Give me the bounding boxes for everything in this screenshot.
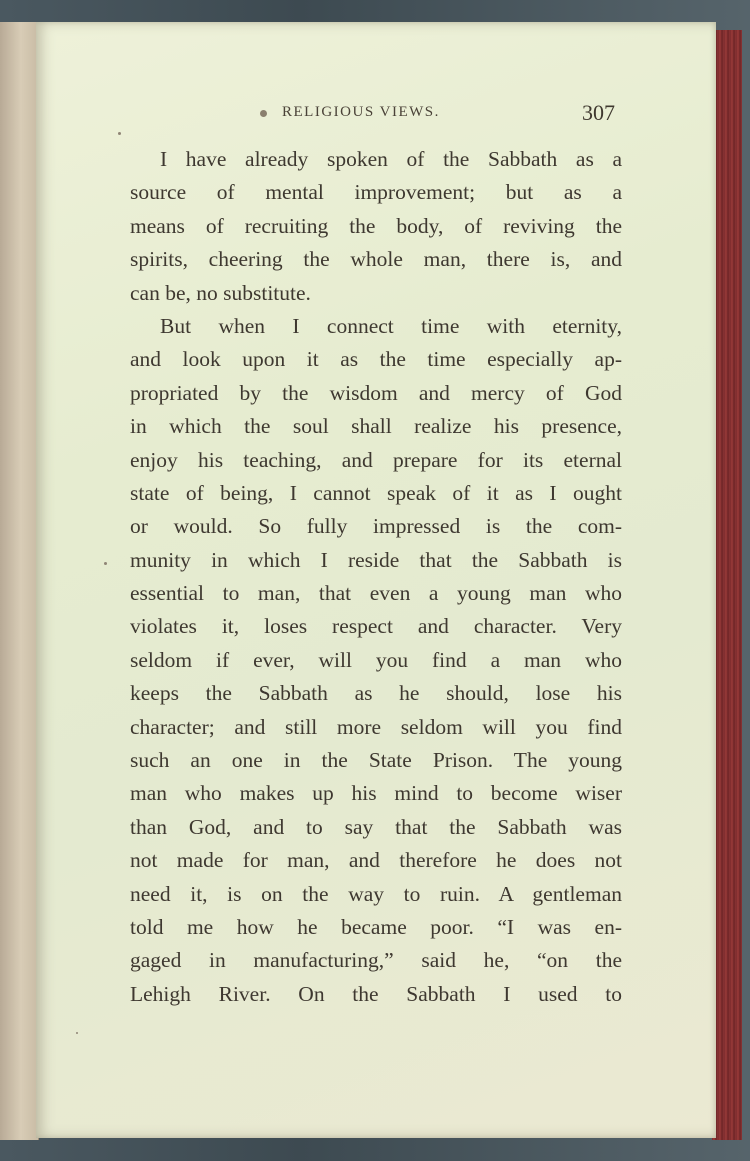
text-line: character; and still more seldom will you find [130, 714, 622, 739]
text-line: Lehigh River. On the Sabbath I used to [130, 981, 622, 1006]
text-line: seldom if ever, will you find a man who [130, 647, 622, 672]
text-line: violates it, loses respect and character. Very [130, 614, 622, 639]
text-line: source of mental improvement; but as a [130, 180, 622, 205]
text-line: essential to man, that even a young man who [130, 581, 622, 606]
paper-speck [118, 132, 121, 135]
text-line: in which the soul shall realize his presence, [130, 414, 622, 439]
ink-dot [260, 110, 267, 117]
text-line: man who makes up his mind to become wiser [130, 781, 622, 806]
text-line: told me how he became poor. “I was en- [130, 914, 622, 939]
left-page-edge [0, 22, 39, 1140]
text-line: munity in which I reside that the Sabbath is [130, 547, 622, 572]
text-line: such an one in the State Prison. The young [130, 748, 622, 773]
paper-speck [104, 562, 107, 565]
text-line: I have already spoken of the Sabbath as a [160, 147, 622, 171]
text-line: means of recruiting the body, of reviving the [130, 213, 622, 238]
text-line: But when I connect time with eternity, [160, 313, 622, 338]
text-line: and look upon it as the time especially ap- [130, 347, 622, 372]
text-line: or would. So fully impressed is the com- [130, 514, 622, 539]
text-line: need it, is on the way to ruin. A gentleman [130, 881, 622, 906]
text-line: gaged in manufacturing,” said he, “on the [130, 948, 622, 973]
text-line: enjoy his teaching, and prepare for its eternal [130, 447, 622, 472]
page-header [0, 100, 750, 130]
text-line: propriated by the wisdom and mercy of God [130, 380, 622, 405]
text-line: than God, and to say that the Sabbath was [130, 814, 622, 839]
paper-speck [76, 1032, 78, 1034]
text-line: spirits, cheering the whole man, there is, and [130, 247, 622, 272]
text-line: state of being, I cannot speak of it as I ought [130, 480, 622, 505]
running-head: RELIGIOUS VIEWS. [282, 104, 440, 120]
body-text [130, 143, 622, 1011]
text-line: keeps the Sabbath as he should, lose his [130, 681, 622, 706]
text-line: not made for man, and therefore he does not [130, 848, 622, 873]
text-line: can be, no substitute. [130, 280, 311, 305]
page-number: 307 [582, 100, 615, 125]
page-fore-edge [712, 30, 742, 1140]
